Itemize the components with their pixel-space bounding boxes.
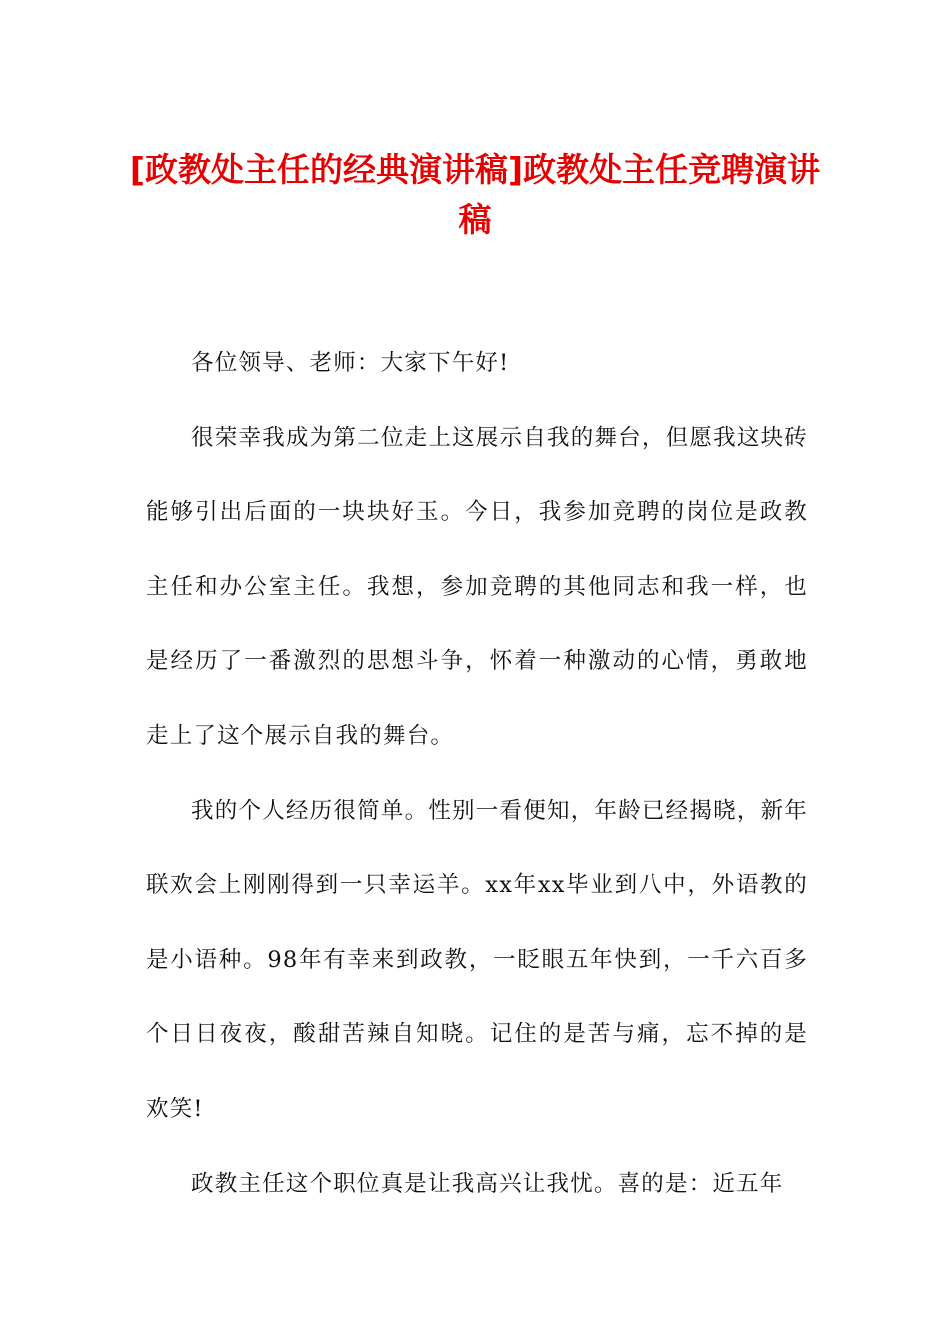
paragraph-greeting: 各位领导、老师：大家下午好! xyxy=(191,350,510,376)
paragraph-position-feelings: 政教主任这个职位真是让我高兴让我忧。喜的是：近五年 xyxy=(191,1170,784,1197)
paragraph-personal-experience: 我的个人经历很简单。性别一看便知，年龄已经揭晓，新年联欢会上刚刚得到一只幸运羊。xx年xx毕业到八中，外语教的是小语种。98年有幸来到政教，一眨眼五年快到，一千六百多个日日夜夜，酸甜苦辣自知晓。记住的是苦与痛，忘不掉的是欢笑! xyxy=(146,797,808,1122)
document-title: [政教处主任的经典演讲稿]政教处主任竞聘演讲稿 xyxy=(129,150,821,239)
paragraph-introduction: 很荣幸我成为第二位走上这展示自我的舞台，但愿我这块砖能够引出后面的一块块好玉。今日，我参加竞聘的岗位是政教主任和办公室主任。我想，参加竞聘的其他同志和我一样，也是经历了一番激烈的思想斗争，怀着一种激动的心情，勇敢地走上了这个展示自我的舞台。 xyxy=(146,424,808,749)
document-body xyxy=(146,326,808,1221)
